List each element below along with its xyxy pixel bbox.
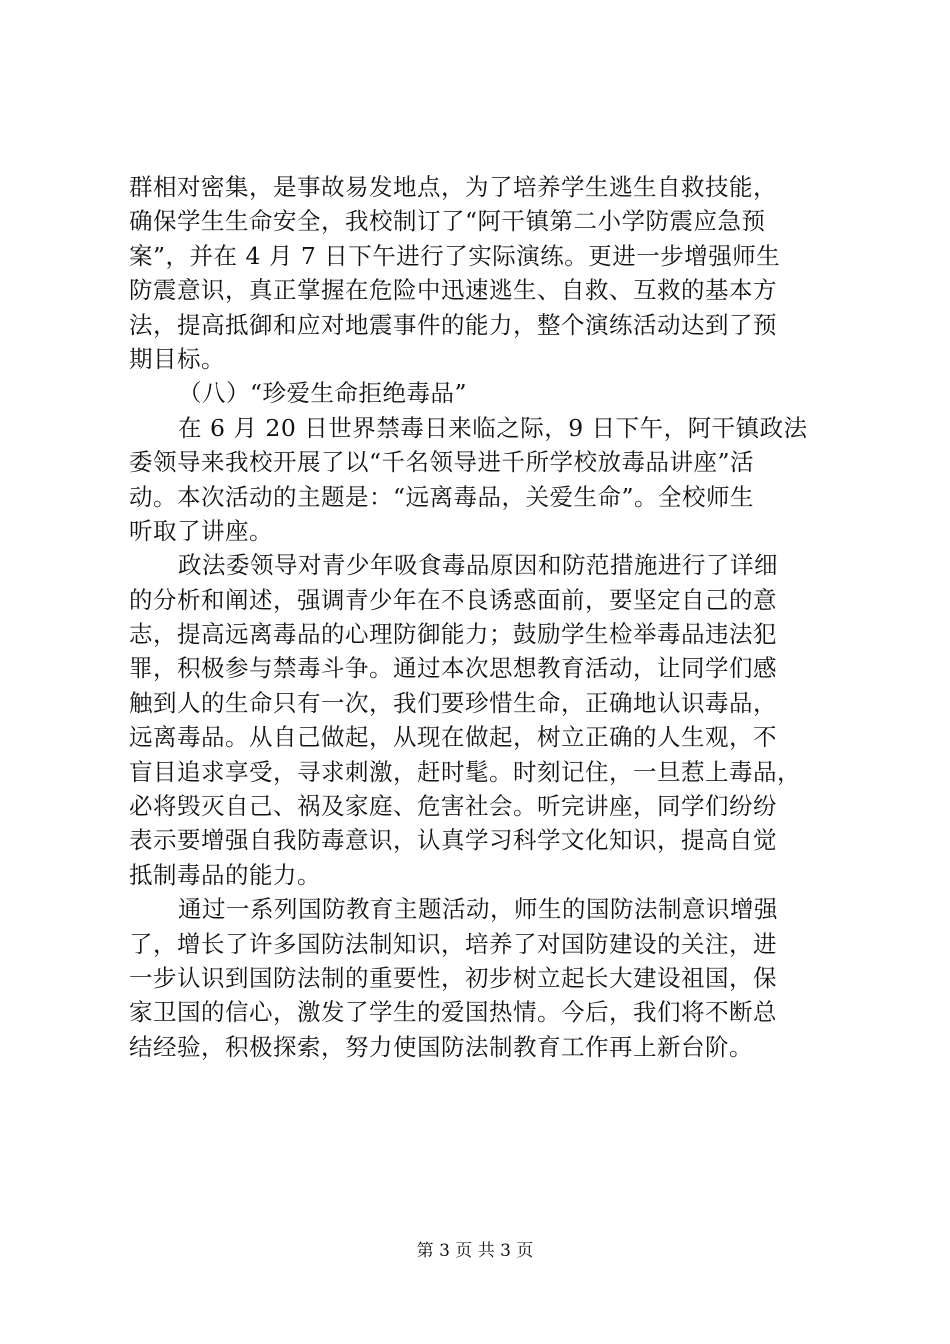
text-line: 远离毒品。从自己做起，从现在做起，树立正确的人生观，不 [129,723,777,752]
text-line: 委领导来我校开展了以“千名领导进千所学校放毒品讲座”活 [129,448,755,477]
section-heading: （八）“珍爱生命拒绝毒品” [178,379,468,408]
document-body [129,170,829,1064]
text-line: 听取了讲座。 [129,516,273,545]
text-line: 动。本次活动的主题是：“远离毒品，关爱生命”。全校师生 [129,482,755,511]
text-line: 盲目追求享受，寻求刺激，赶时髦。时刻记住，一旦惹上毒品， [129,757,801,786]
text-line: 志，提高远离毒品的心理防御能力；鼓励学生检举毒品违法犯 [129,620,777,649]
text-line: 期目标。 [129,344,225,373]
text-line: 必将毁灭自己、祸及家庭、危害社会。听完讲座，同学们纷纷 [129,792,777,821]
text-line: 在 6 月 20 日世界禁毒日来临之际，9 日下午，阿干镇政法 [178,413,808,442]
text-line: 群相对密集，是事故易发地点，为了培养学生逃生自救技能， [129,173,777,201]
text-line: 确保学生生命安全，我校制订了“阿干镇第二小学防震应急预 [129,207,766,236]
text-line: 法，提高抵御和应对地震事件的能力，整个演练活动达到了预 [129,310,777,339]
text-line: 的分析和阐述，强调青少年在不良诱惑面前，要坚定自己的意 [129,585,777,614]
text-line: 抵制毒品的能力。 [129,860,321,889]
text-line: 一步认识到国防法制的重要性，初步树立起长大建设祖国，保 [129,963,777,992]
text-line: 通过一系列国防教育主题活动，师生的国防法制意识增强 [178,895,778,924]
text-line: 防震意识，真正掌握在危险中迅速逃生、自救、互救的基本方 [129,276,777,305]
text-line: 表示要增强自我防毒意识，认真学习科学文化知识，提高自觉 [129,826,777,855]
text-line: 罪，积极参与禁毒斗争。通过本次思想教育活动，让同学们感 [129,654,777,683]
text-line: 触到人的生命只有一次，我们要珍惜生命，正确地认识毒品， [129,688,777,717]
text-line: 了，增长了许多国防法制知识，培养了对国防建设的关注，进 [129,929,777,958]
page-number-footer: 第 3 页 共 3 页 [416,1241,534,1261]
text-line: 家卫国的信心，激发了学生的爱国热情。今后，我们将不断总 [129,998,777,1027]
text-line: 结经验，积极探索，努力使国防法制教育工作再上新台阶。 [129,1032,753,1061]
text-line: 政法委领导对青少年吸食毒品原因和防范措施进行了详细 [178,551,778,580]
text-line: 案”，并在 4 月 7 日下午进行了实际演练。更进一步增强师生 [129,241,781,270]
